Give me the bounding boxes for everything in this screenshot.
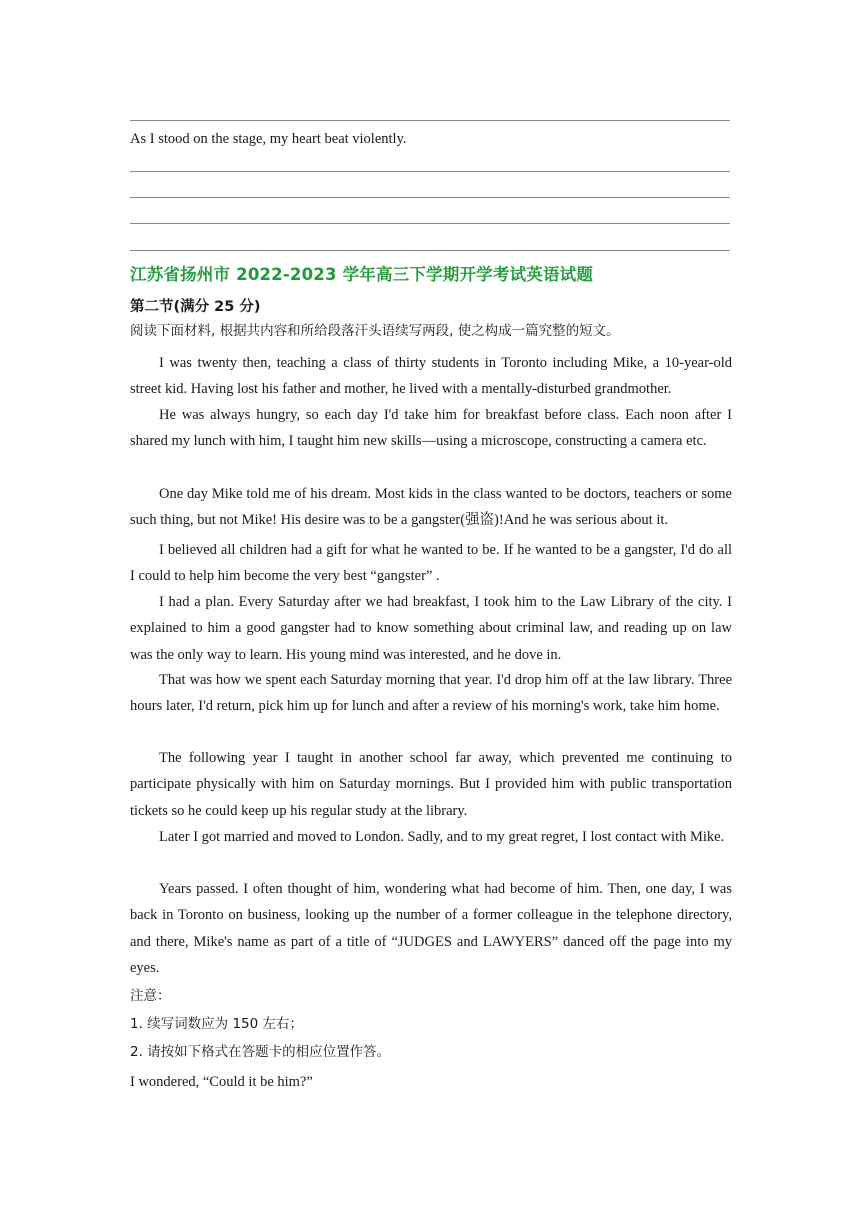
answer-line — [130, 223, 730, 224]
story-paragraph: One day Mike told me of his dream. Most kids in the class wanted to be doctors, teachers or some such thing, but not Mike! His desire was to be a gangster(强盗)!And he was serious about it. — [130, 486, 732, 529]
section-heading: 第二节(满分 25 分) — [130, 299, 261, 315]
top-prompt: As I stood on the stage, my heart beat violently. — [130, 131, 407, 147]
instruction-text: 阅读下面材料, 根据共内容和所给段落汗头语续写两段, 使之构成一篇究整的短文。 — [130, 323, 620, 339]
answer-line — [130, 120, 730, 121]
note-item: 2. 请按如下格式在答题卡的相应位置作答。 — [130, 1044, 391, 1060]
story-paragraph: The following year I taught in another school far away, which prevented me continuing to participate physically with him on Saturday mornings. But I provided him with public transportation tickets so he could keep up his regular study at the library. — [130, 750, 732, 819]
story-paragraph: Later I got married and moved to London. Sadly, and to my great regret, I lost contact with Mike. — [159, 829, 725, 845]
story-paragraph: He was always hungry, so each day I'd take him for breakfast before class. Each noon after I shared my lunch with him, I taught him new skills—using a microscope, constructing a camera etc. — [130, 407, 732, 450]
answer-line — [130, 250, 730, 251]
note-item: 1. 续写词数应为 150 左右； — [130, 1016, 304, 1032]
story-paragraph: I had a plan. Every Saturday after we had breakfast, I took him to the Law Library of the city. I explained to him a good gangster had to know something about criminal law, and reading up on law was the only way to learn. His young mind was interested, and he dove in. — [130, 594, 732, 663]
bottom-prompt: I wondered, “Could it be him?” — [130, 1074, 313, 1090]
story-paragraph: That was how we spent each Saturday morning that year. I'd drop him off at the law library. Three hours later, I'd return, pick him up for lunch and after a review of his morning's work, take him home. — [130, 672, 732, 715]
answer-line — [130, 197, 730, 198]
notes-heading: 注意： — [130, 988, 171, 1004]
story-paragraph: Years passed. I often thought of him, wondering what had become of him. Then, one day, I was back in Toronto on business, looking up the number of a former colleague in the telephone directory, and there, Mike's name as part of a title of “JUDGES and LAWYERS” danced off the page into my eyes. — [130, 881, 732, 976]
story-paragraph: I believed all children had a gift for what he wanted to be. If he wanted to be a gangster, I'd do all I could to help him become the very best “gangster” . — [130, 542, 732, 585]
answer-line — [130, 171, 730, 172]
exam-title: 江苏省扬州市 2022-2023 学年高三下学期开学考试英语试题 — [130, 265, 594, 284]
story-paragraph: I was twenty then, teaching a class of thirty students in Toronto including Mike, a 10-year-old street kid. Having lost his father and mother, he lived with a mentally-disturbed grandmother. — [130, 355, 732, 398]
